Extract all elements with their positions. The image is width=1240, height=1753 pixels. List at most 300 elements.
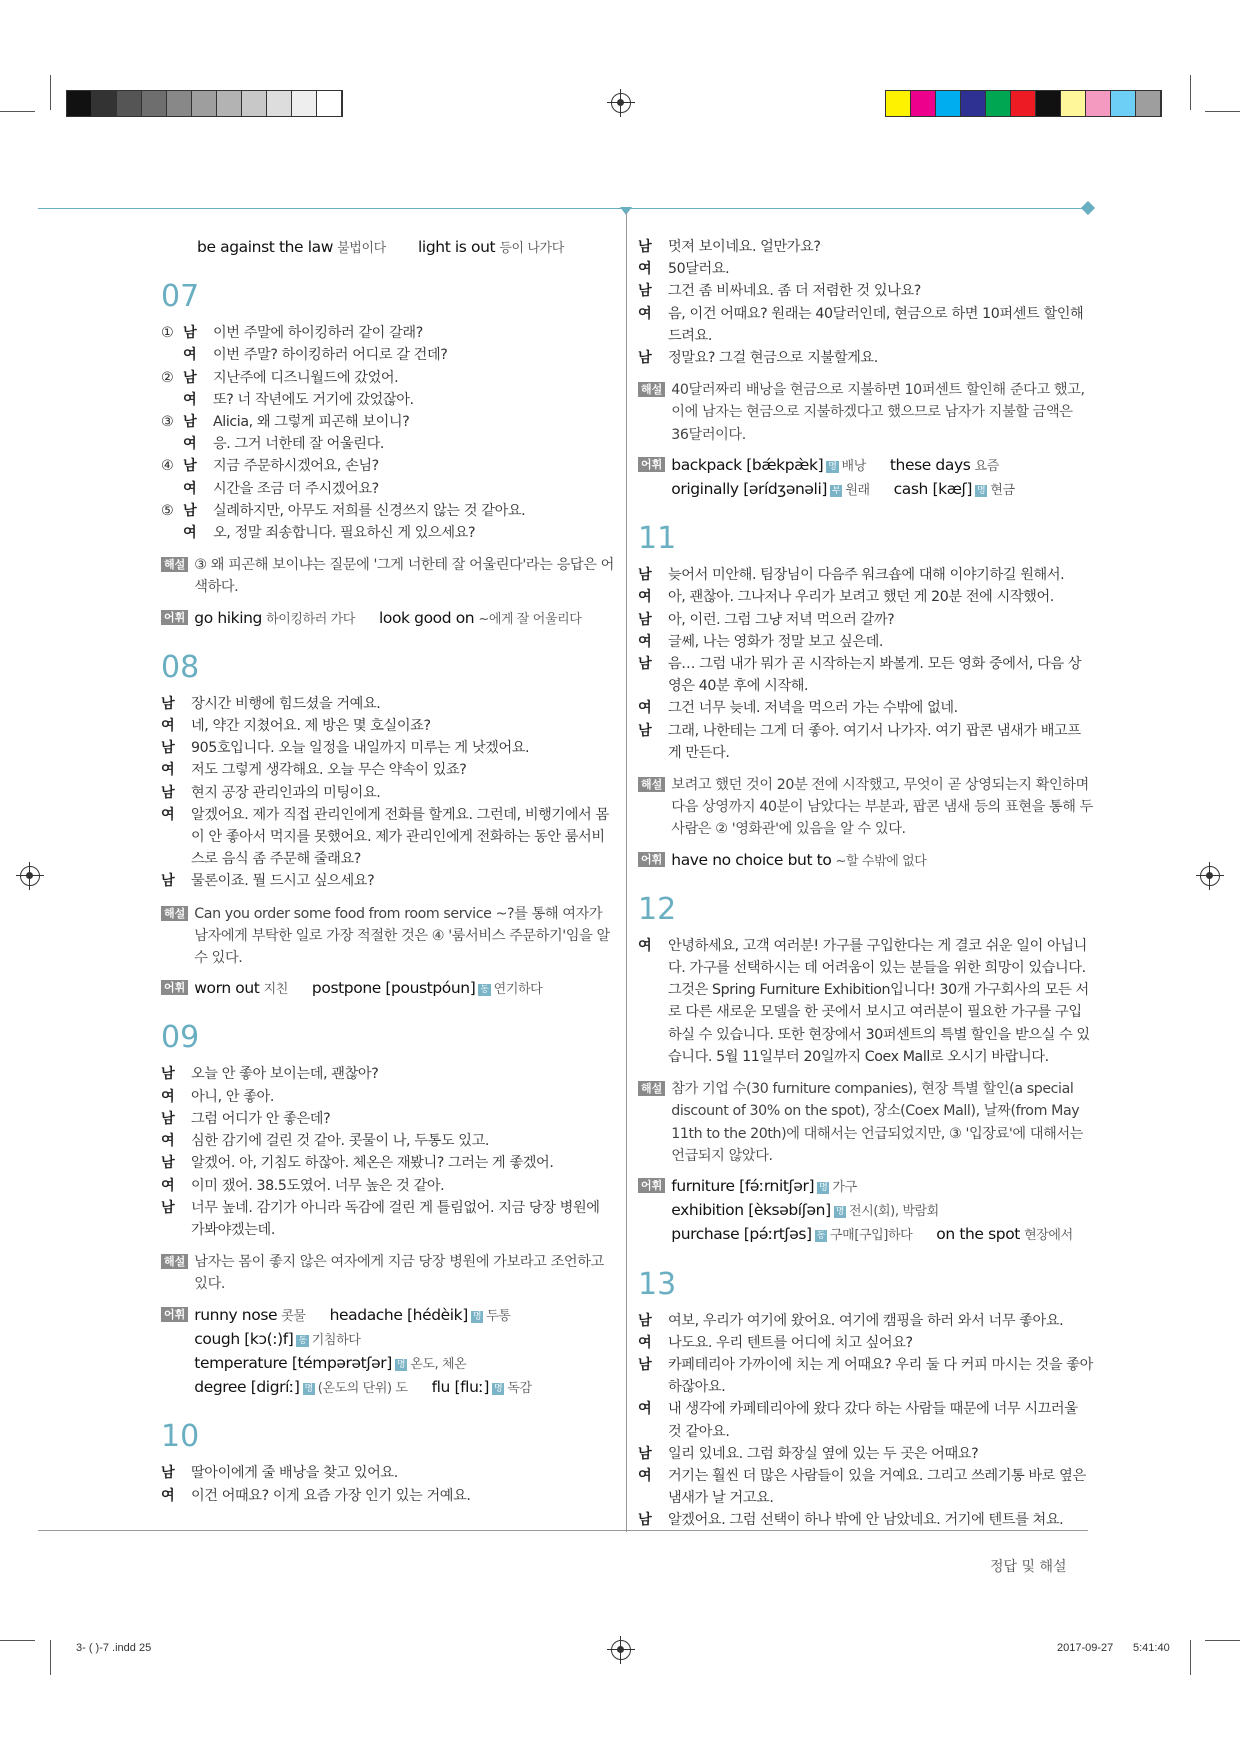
speaker-label: 남 [638,1512,652,1529]
vocab-en: light is out [418,238,496,256]
vocabulary-tag: 어휘 [161,610,188,625]
dialogue-text: 너무 높네. 감기가 아니라 독감에 걸린 게 틀림없어. 지금 당장 병원에 가봐야겠는데. [191,1199,600,1238]
color-swatch [911,91,936,116]
dialogue-text: 거기는 훨씬 더 많은 사람들이 있을 거예요. 그리고 쓰레기통 바로 옆은 냄새가 날 거고요. [668,1467,1086,1507]
vocab-ko: 콧물 [281,1308,306,1324]
continued-section-10 [638,236,1093,502]
explanation-box [161,554,616,598]
dialogue-text: 이건 어때요? 이게 요즘 가장 인기 있는 거예요. [191,1487,471,1504]
speaker-label: 여 [638,633,652,650]
registration-mark-icon [611,1640,631,1660]
dialogue-text: 현지 공장 관리인과의 미팅이요. [191,784,381,801]
explanation-text: 참가 기업 수(30 furniture companies), 현장 특별 할인(a special discount of 30% on the spot), 장소(Coex Mall), 날짜(from May 11th to the 20th)에 대해서는 언급되었지만, ③ '입장료'에 대해서는 언급되지 않았다. [671,1081,1084,1164]
dialogue-line [638,1398,1093,1442]
speaker-label: 여 [161,1487,175,1504]
gray-swatch [217,91,242,116]
dialogue-text: 글쎄, 나는 영화가 정말 보고 싶은데. [668,633,884,650]
crop-mark [1205,111,1240,112]
dialogue-text: 응. 그거 너한테 잘 어울린다. [213,436,385,453]
dialogue-text: 이미 쟀어. 38.5도였어. 너무 높은 것 같아. [191,1177,445,1194]
explanation-box [638,1078,1093,1167]
vocab-en: degree [digríː] [194,1378,300,1397]
crop-mark [50,75,51,110]
choice-number [161,389,183,411]
dialogue-line [161,693,616,715]
vocab-en: purchase [pə́ːrtʃəs] [671,1225,812,1244]
explanation-box [638,774,1093,841]
vocab-ko: 등이 나가다 [499,241,564,256]
explanation-box [638,379,1093,446]
crop-mark [1205,1640,1240,1641]
vocab-ko: 배낭 [841,458,866,474]
speaker-label: 여 [161,1177,175,1194]
dialogue-text: 딸아이에게 줄 배낭을 찾고 있어요. [191,1465,398,1482]
vocabulary-list [671,454,1093,502]
question-section [638,522,1093,873]
question-number: 12 [638,891,677,927]
dialogue-text: 그래, 나한테는 그게 더 좋아. 여기서 나가자. 여기 팝콘 냄새가 배고프게 만든다. [668,722,1081,761]
choice-number: ④ [161,458,174,475]
explanation-box [161,903,616,970]
vocab-ko: ~할 수밖에 없다 [835,853,927,869]
dialogue-text: 늦어서 미안해. 팀장님이 다음주 워크숍에 대해 이야기하길 원해서. [668,567,1065,584]
vocab-ko: 두통 [486,1308,511,1324]
vocab-en: furniture [fə́ːrnitʃər] [671,1176,815,1195]
color-swatch [961,91,986,116]
question-number: 11 [638,521,677,557]
dialogue-line [161,455,616,477]
vocab-en: have no choice but to [671,850,832,869]
question-number: 09 [161,1020,200,1056]
part-of-speech-badge: 동 [480,985,489,996]
dialogue-line [638,1354,1093,1398]
color-swatch [986,91,1011,116]
choice-number: ② [161,369,174,386]
speaker-label: 남 [183,369,197,386]
question-section [638,893,1093,1248]
question-section [638,1268,1093,1532]
dialogue-line [161,1152,616,1174]
vocab-en: these days [889,455,971,474]
part-of-speech-badge: 부 [832,486,841,497]
speaker-label: 여 [638,1401,652,1418]
dialogue-text: 저도 그렇게 생각해요. 오늘 무슨 약속이 있죠? [191,762,467,779]
part-of-speech-badge: 명 [835,1207,845,1218]
dialogue-text: 장시간 비행에 힘드셨을 거예요. [191,695,381,712]
dialogue-text: 905호입니다. 오늘 일정을 내일까지 미루는 게 낫겠어요. [191,740,530,757]
vocabulary-box [638,1175,1093,1248]
dialogue-text: 음… 그럼 내가 뭐가 곧 시작하는지 봐볼게. 모든 영화 중에서, 다음 상영은 40분 후에 시작해. [668,656,1082,695]
dialogue-line [161,737,616,759]
vocabulary-tag: 어휘 [161,980,188,995]
vocab-en: look good on [378,608,475,627]
vocabulary-box [161,607,616,631]
dialogue-text: 네, 약간 지쳤어요. 제 방은 몇 호실이죠? [191,718,431,735]
part-of-speech-badge: 명 [396,1359,406,1370]
dialogue-text: 물론이죠. 뭘 드시고 싶으세요? [191,873,375,890]
vocabulary-list [671,1175,1093,1248]
dialogue-line [638,564,1093,586]
speaker-label: 남 [161,873,175,890]
dialogue-text: 이번 주말에 하이킹하러 같이 갈래? [213,325,423,342]
vocab-ko: (온도의 단위) 도 [317,1381,408,1397]
footer-file-name: 3- ( )-7 .indd 25 [76,1642,152,1654]
explanation-text: 보려고 했던 것이 20분 전에 시작했고, 무엇이 곧 상영되는지 확인하며 다음 상영까지 40분이 남았다는 부분과, 팝콘 냄새 등의 표현을 통해 두 사람은 ② '영화관'에 있음을 알 수 있다. [671,777,1093,838]
dialogue-line [638,258,1093,280]
speaker-label: 남 [183,414,197,431]
vocab-en: worn out [194,979,260,998]
explanation-text: Can you order some food from room service ~?를 통해 여자가 남자에게 부탁한 일로 가장 적절한 것은 ④ '룸서비스 주문하기'임을 알 수 있다. [194,905,610,967]
header-diamond-icon [1081,201,1095,215]
crop-mark [0,1640,35,1641]
color-swatch [1086,91,1111,116]
speaker-label: 남 [638,350,652,367]
explanation-text: 40달러짜리 배낭을 현금으로 지불하면 10퍼센트 할인해 준다고 했고, 이에 남자는 현금으로 지불하겠다고 했으므로 남자가 지불할 금액은 36달러이다. [671,382,1085,443]
dialogue-line [161,367,616,389]
vocabulary-box [161,977,616,1001]
vocab-en: backpack [bǽkpæ̀k] [671,455,824,474]
vocabulary-line [671,1223,1093,1247]
choice-number: ③ [161,414,174,431]
vocabulary-tag: 어휘 [638,457,665,472]
dialogue-text: 오, 정말 죄송합니다. 필요하신 게 있으세요? [213,525,476,542]
vocab-en: cash [kæʃ] [893,480,973,499]
vocab-ko: 전시(회), 박람회 [849,1204,939,1220]
vocab-ko: 가구 [832,1179,857,1195]
dialogue-line [638,303,1093,347]
dialogue-line [638,1332,1093,1354]
explanation-tag: 해설 [161,1254,188,1269]
dialogue-line [638,1310,1093,1332]
dialogue-line [638,653,1093,697]
vocab-en: on the spot [936,1225,1020,1244]
speaker-label: 여 [638,700,652,717]
dialogue-text: 그럼 어디가 안 좋은데? [191,1110,331,1127]
dialogue-line [161,344,616,366]
speaker-label: 여 [183,436,197,453]
dialogue-line [638,347,1093,369]
dialogue-line [638,236,1093,258]
vocabulary-line [671,849,1093,873]
speaker-label: 남 [183,458,197,475]
speaker-label: 남 [161,1110,175,1127]
dialogue-text: 오늘 안 좋아 보이는데, 괜찮아? [191,1066,379,1083]
dialogue-line [161,1462,616,1484]
vocab-ko: 요즘 [974,458,999,474]
part-of-speech-badge: 명 [828,461,837,472]
gray-swatch [117,91,142,116]
choice-number [161,433,183,455]
dialogue-text: Alicia, 왜 그렇게 피곤해 보이니? [213,414,410,431]
dialogue-line [161,782,616,804]
speaker-label: 여 [638,937,652,954]
speaker-label: 남 [161,784,175,801]
question-number: 13 [638,1266,677,1302]
dialogue-text: 실례하지만, 아무도 저희를 신경쓰지 않는 것 같아요. [213,502,526,519]
speaker-label: 남 [161,1199,175,1216]
dialogue-text: 심한 감기에 걸린 것 같아. 콧물이 나, 두통도 있고. [191,1133,490,1150]
dialogue-text: 나도요. 우리 텐트를 어디에 치고 싶어요? [668,1334,913,1351]
explanation-tag: 해설 [638,777,665,792]
dialogue-line [161,322,616,344]
speaker-label: 여 [161,1088,175,1105]
vocabulary-list [194,607,616,631]
question-section [161,1420,616,1506]
speaker-label: 여 [183,525,197,542]
color-swatch [1036,91,1061,116]
dialogue-line [161,870,616,892]
crop-mark [1190,75,1191,110]
dialogue-text: 아, 괜찮아. 그나저나 우리가 보려고 했던 게 20분 전에 시작했어. [668,589,1054,606]
gray-swatch [292,91,317,116]
dialogue-line [161,804,616,871]
vocab-en: exhibition [èksəbíʃən] [671,1201,831,1220]
dialogue-text: 50달러요. [668,261,730,278]
speaker-label: 남 [638,611,652,628]
vocabulary-line [671,1199,1093,1223]
question-section [161,651,616,1002]
vocab-ko: 연기하다 [493,982,543,998]
vocab-en: cough [kɔ(:)f] [194,1329,294,1348]
part-of-speech-badge: 명 [472,1311,482,1322]
vocab-ko: 현금 [990,483,1015,499]
left-sections [161,280,616,1507]
gray-swatch [317,91,342,116]
speaker-label: 남 [638,656,652,673]
footer-time: 5:41:40 [1133,1642,1170,1654]
vocab-ko: 온도, 체온 [410,1356,467,1372]
gray-swatch [92,91,117,116]
choice-number [161,344,183,366]
dialogue-text: 알겠어요. 그럼 선택이 하나 밖에 안 남았네요. 거기에 텐트를 쳐요. [668,1512,1064,1529]
speaker-label: 남 [183,502,197,519]
vocab-en: go hiking [194,608,262,627]
choice-number [161,478,183,500]
dialogue-line [161,1086,616,1108]
vocabulary-line [194,1352,616,1376]
dialogue-line [638,697,1093,719]
vocabulary-line [671,454,1093,478]
crop-mark [50,1640,51,1675]
speaker-label: 남 [161,1155,175,1172]
dialogue-text: 음, 이건 어때요? 원래는 40달러인데, 현금으로 하면 10퍼센트 할인해 드려요. [668,305,1084,344]
dialogue-text: 지금 주문하시겠어요, 손님? [213,458,379,475]
speaker-label: 남 [638,1312,652,1329]
speaker-label: 남 [638,722,652,739]
dialogue-text: 아니, 안 좋아. [191,1088,274,1105]
speaker-label: 남 [161,695,175,712]
vocabulary-line [194,1304,616,1328]
registration-mark-icon [20,866,40,886]
vocabulary-list [194,1304,616,1401]
color-swatch [936,91,961,116]
dialogue-text: 멋져 보이네요. 얼만가요? [668,239,821,255]
gray-swatch [267,91,292,116]
question-number: 08 [161,649,200,685]
dialogue-line [638,1509,1093,1531]
dialogue-text: 그건 좀 비싸네요. 좀 더 저렴한 것 있나요? [668,283,921,300]
speaker-label: 남 [638,1445,652,1462]
gray-swatch [67,91,92,116]
column-divider [626,212,627,1532]
vocab-ko: 구매[구입]하다 [830,1228,913,1244]
dialogue-line [161,1485,616,1507]
part-of-speech-badge: 명 [819,1182,828,1193]
speaker-label: 여 [183,480,197,497]
speaker-label: 여 [161,806,175,823]
vocabulary-list [194,977,616,1001]
color-swatch [1136,91,1161,116]
dialogue-text: 지난주에 디즈니월드에 갔었어. [213,369,399,386]
dialogue-text: 알겠어. 아, 기침도 하잖아. 체온은 재봤니? 그러는 게 좋겠어. [191,1155,554,1172]
crop-mark [1190,1640,1191,1675]
top-vocab-line [161,236,616,260]
vocabulary-line [671,1175,1093,1199]
dialogue-line [161,1175,616,1197]
vocabulary-line [194,977,616,1001]
vocab-en: be against the law [197,238,333,256]
dialogue-line [638,586,1093,608]
speaker-label: 남 [638,239,652,255]
dialogue-line [161,433,616,455]
explanation-tag: 해설 [638,1081,665,1096]
dialogue-text: 여보, 우리가 여기에 왔어요. 여기에 캠핑을 하러 와서 너무 좋아요. [668,1312,1064,1329]
vocab-ko: 지친 [263,982,288,998]
dialogue-line [161,500,616,522]
vocab-ko: 독감 [507,1381,532,1397]
dialogue-text: 내 생각에 카페테리아에 왔다 갔다 하는 사람들 때문에 너무 시끄러울 것 같아요. [668,1401,1078,1440]
part-of-speech-badge: 동 [816,1231,825,1242]
choice-number: ① [161,325,174,342]
vocabulary-box [638,454,1093,502]
dialogue-line [161,1108,616,1130]
footer-date: 2017-09-27 [1057,1642,1114,1654]
question-section [161,1021,616,1400]
explanation-text: 남자는 몸이 좋지 않은 여자에게 지금 당장 병원에 가보라고 조언하고 있다. [194,1254,604,1293]
question-number: 07 [161,279,200,315]
gray-swatch [167,91,192,116]
vocab-ko: 원래 [845,483,870,499]
footer-section-label: 정답 및 해설 [990,1559,1067,1575]
vocab-ko: 기침하다 [311,1332,361,1348]
dialogue-text: 아, 이런. 그럼 그냥 저녁 먹으러 갈까? [668,611,895,628]
gray-swatch [192,91,217,116]
vocabulary-tag: 어휘 [161,1307,188,1322]
speaker-label: 남 [161,1465,175,1482]
vocabulary-tag: 어휘 [638,852,665,867]
color-swatch [1061,91,1086,116]
vocabulary-box [161,1304,616,1401]
speaker-label: 여 [183,347,197,364]
vocab-ko: ~에게 잘 어울리다 [478,611,582,627]
dialogue-line [161,478,616,500]
vocabulary-line [194,607,616,631]
vocab-ko: 하이킹하러 가다 [266,611,355,627]
speaker-label: 여 [183,391,197,408]
dialogue-line [638,631,1093,653]
vocab-en: runny nose [194,1305,278,1324]
color-calibration-strip [885,90,1162,117]
part-of-speech-badge: 동 [298,1335,307,1346]
explanation-tag: 해설 [161,557,188,572]
explanation-tag: 해설 [161,906,188,921]
speaker-label: 남 [638,283,652,300]
speaker-label: 남 [183,325,197,342]
dialogue-text: 안녕하세요, 고객 여러분! 가구를 구입한다는 게 결코 쉬운 일이 아닙니다. 가구를 선택하시는 데 어려움이 있는 분들을 위한 희망이 있습니다. 그것은 Spring Furniture Exhibition입니다! 30개 가구회사의 모든 서로 다른 새로운 모델을 한 곳에서 보시고 여러분이 필요한 가구를 구입하실 수 있습니다. 또한 현장에서 30퍼센트의 특별 할인을 받으실 수 있습니다. 5월 11일부터 20일까지 Coex Mall로 오시기 바랍니다. [668,937,1090,1065]
speaker-label: 남 [161,740,175,757]
dialogue-line [161,1197,616,1241]
explanation-tag: 해설 [638,382,665,397]
header-rule [38,208,1088,209]
dialogue-line [161,389,616,411]
vocabulary-line [194,1328,616,1352]
dialogue-line [161,1063,616,1085]
question-number: 10 [161,1419,200,1455]
part-of-speech-badge: 명 [493,1384,503,1395]
vocab-en: postpone [poustpóun] [311,979,476,998]
vocabulary-line [194,1376,616,1400]
vocab-en: temperature [témpərətʃər] [194,1353,392,1372]
dialogue-line [161,411,616,433]
dialogue-line [638,1443,1093,1465]
dialogue-line [161,759,616,781]
dialogue-line [638,609,1093,631]
dialogue-line [638,1465,1093,1509]
dialogue-line [161,1130,616,1152]
left-column [161,236,616,1507]
color-swatch [1011,91,1036,116]
right-sections [638,522,1093,1531]
choice-number: ⑤ [161,502,174,519]
vocabulary-tag: 어휘 [638,1178,665,1193]
dialogue-text: 일리 있네요. 그럼 화장실 옆에 있는 두 곳은 어때요? [668,1445,979,1462]
speaker-label: 여 [638,1467,652,1484]
vocab-en: headache [hédèik] [329,1305,468,1324]
dialogue-text: 정말요? 그걸 현금으로 지불할게요. [668,350,878,367]
registration-mark-icon [1200,866,1220,886]
dialogue-text: 알겠어요. 제가 직접 관리인에게 전화를 할게요. 그런데, 비행기에서 몸이 안 좋아서 먹지를 못했어요. 제가 관리인에게 전화하는 동안 룸서비스로 음식 좀 주문해 줄래요? [191,806,609,868]
vocabulary-list [671,849,1093,873]
speaker-label: 남 [638,1356,652,1373]
speaker-label: 여 [638,1334,652,1351]
vocab-ko: 불법이다 [337,241,386,256]
vocab-en: originally [ərídʒənəli] [671,480,828,499]
speaker-label: 여 [161,1133,175,1150]
gray-swatch [142,91,167,116]
crop-mark [0,111,35,112]
speaker-label: 여 [161,762,175,779]
explanation-text: ③ 왜 피곤해 보이냐는 질문에 '그게 너한테 잘 어울린다'라는 응답은 어색하다. [194,557,614,596]
right-column [638,236,1093,1532]
vocab-ko: 현장에서 [1024,1228,1073,1244]
speaker-label: 여 [638,261,652,278]
registration-mark-icon [611,93,631,113]
speaker-label: 여 [638,305,652,322]
color-swatch [1111,91,1136,116]
choice-number [161,522,183,544]
gray-swatch [242,91,267,116]
vocabulary-line [671,478,1093,502]
color-swatch [886,91,911,116]
vocabulary-box [638,849,1093,873]
dialogue-text: 카페테리아 가까이에 치는 게 어때요? 우리 둘 다 커피 마시는 것을 좋아하잖아요. [668,1356,1093,1396]
part-of-speech-badge: 명 [977,486,986,497]
dialogue-line [638,935,1093,1068]
dialogue-text: 시간을 조금 더 주시겠어요? [213,480,379,497]
question-section [161,280,616,631]
speaker-label: 남 [161,1066,175,1083]
dialogue-line [638,720,1093,764]
